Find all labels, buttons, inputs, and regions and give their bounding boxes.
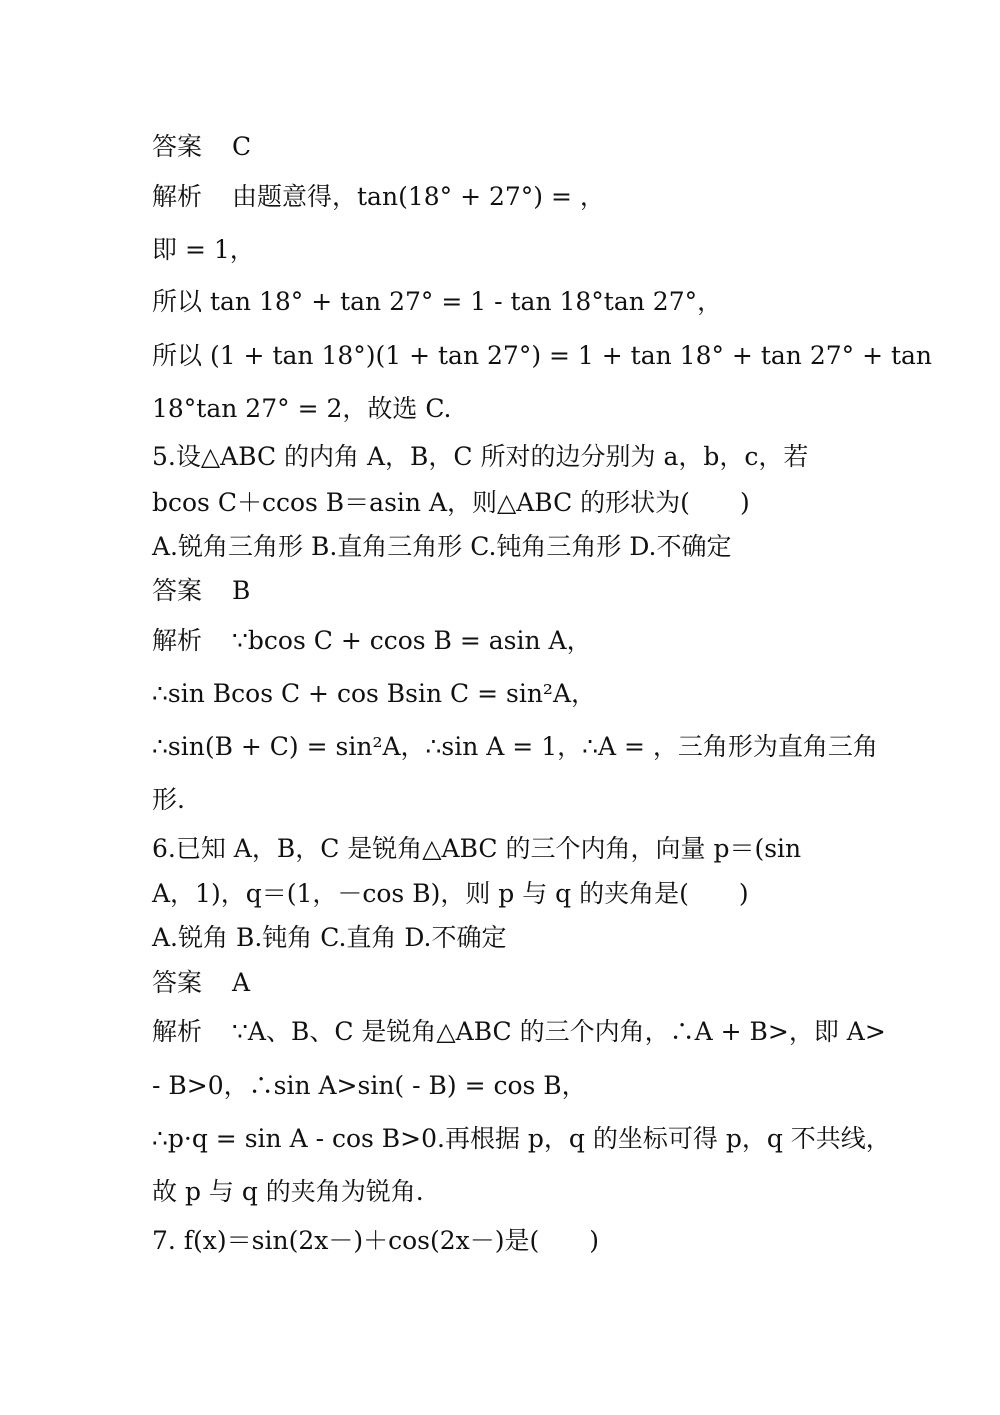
answer-label: 答案 — [152, 576, 203, 605]
solution-line: 所以 (1 + tan 18°)(1 + tan 27°) = 1 + tan 18° + tan 27° + tan — [152, 341, 933, 370]
analysis-text: ∵bcos C + ccos B = asin A， — [232, 626, 592, 655]
analysis-line — [152, 184, 605, 209]
question-6-options: A.锐角 B.钝角 C.直角 D.不确定 — [152, 923, 507, 952]
answer-value: A — [232, 968, 251, 997]
answer-value: B — [232, 576, 251, 605]
answer-line — [152, 970, 250, 995]
question-5-options: A.锐角三角形 B.直角三角形 C.钝角三角形 D.不确定 — [152, 532, 732, 561]
solution-line: 故 p 与 q 的夹角为锐角. — [152, 1177, 424, 1206]
question-6-stem: 6.已知 A，B，C 是锐角△ABC 的三个内角，向量 p＝(sin — [152, 834, 802, 863]
solution-line: 即 = 1， — [152, 235, 255, 264]
answer-line — [152, 578, 250, 603]
solution-line: 18°tan 27° = 2，故选 C. — [152, 394, 452, 423]
solution-line: - B>0，∴sin A>sin( - B) = cos B， — [152, 1071, 587, 1100]
answer-line — [152, 134, 251, 159]
solution-line: ∴p·q = sin A - cos B>0.再根据 p，q 的坐标可得 p，q 不共线， — [152, 1124, 891, 1153]
analysis-line — [152, 1019, 886, 1044]
solution-line: ∴sin Bcos C + cos Bsin C = sin²A， — [152, 679, 596, 708]
question-6-stem: A，1)，q＝(1，－cos B)，则 p 与 q 的夹角是( ) — [152, 879, 749, 908]
question-7-stem: 7. f(x)＝sin(2x－)＋cos(2x－)是( ) — [152, 1226, 599, 1255]
analysis-label: 解析 — [152, 626, 203, 655]
question-5-stem: bcos C＋ccos B＝asin A，则△ABC 的形状为( ) — [152, 488, 750, 517]
analysis-text: ∵A、B、C 是锐角△ABC 的三个内角，∴A + B>，即 A> — [232, 1017, 886, 1046]
analysis-label: 解析 — [152, 1017, 203, 1046]
solution-line: 形. — [152, 785, 185, 814]
solution-line: ∴sin(B + C) = sin²A，∴sin A = 1，∴A = ，三角形为直角三角 — [152, 732, 878, 761]
question-5-stem: 5.设△ABC 的内角 A，B，C 所对的边分别为 a，b，c，若 — [152, 442, 809, 471]
solution-line: 所以 tan 18° + tan 27° = 1 - tan 18°tan 27°， — [152, 287, 723, 316]
answer-label: 答案 — [152, 968, 203, 997]
analysis-text: 由题意得，tan(18° + 27°) = ， — [232, 182, 605, 211]
answer-label: 答案 — [152, 132, 203, 161]
analysis-label: 解析 — [152, 182, 203, 211]
answer-value: C — [232, 132, 252, 161]
analysis-line — [152, 628, 592, 653]
